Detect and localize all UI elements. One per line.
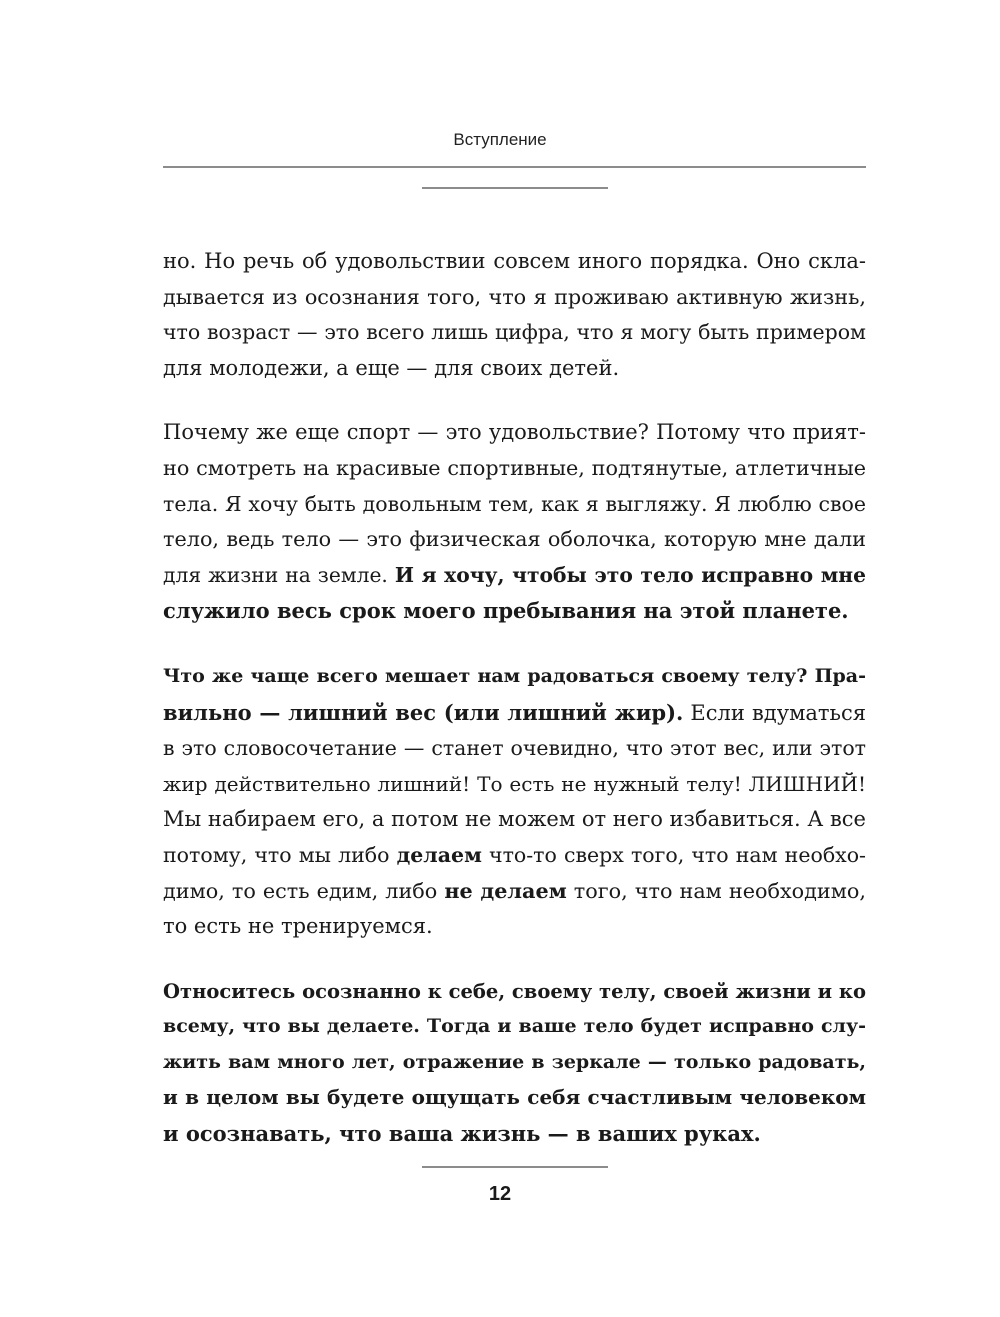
text-run: того, что нам необходимо,: [566, 878, 866, 903]
text-run-bold: и в целом вы будете ощущать себя счастливым человеком: [163, 1085, 866, 1110]
text-run: для молодежи, а еще — для своих детей.: [163, 355, 620, 380]
text-run: тела. Я хочу быть довольным тем, как я выгляжу. Я люблю свое: [163, 491, 866, 516]
text-line: [163, 1080, 866, 1116]
footer-short-rule: [422, 1166, 608, 1168]
text-run: потому, что мы либо: [163, 842, 397, 867]
running-head: Вступление: [453, 130, 547, 149]
text-line: [163, 558, 866, 594]
text-line: [163, 280, 866, 316]
text-line: [163, 351, 866, 387]
text-line: [163, 244, 866, 280]
text-line: [163, 415, 866, 451]
text-run: то есть не тренируемся.: [163, 914, 433, 939]
text-run-bold: вильно — лишний вес (или лишний жир).: [163, 699, 684, 725]
text-run: дывается из осознания того, что я проживаю активную жизнь,: [163, 284, 866, 309]
text-run-bold: всему, что вы делаете. Тогда и ваше тело будет исправно слу-: [163, 1015, 866, 1038]
text-run: что возраст — это всего лишь цифра, что я могу быть примером: [163, 320, 866, 345]
text-run: Почему же еще спорт — это удовольствие? Потому что прият-: [163, 420, 866, 445]
text-run-bold: служило весь срок моего пребывания на этой планете.: [163, 598, 849, 624]
text-run: Мы набираем его, а потом не можем от него избавиться. А все: [163, 807, 866, 832]
text-run: в это словосочетание — станет очевидно, что этот вес, или этот: [163, 736, 866, 761]
text-line: [163, 522, 866, 558]
text-line: [163, 974, 866, 1010]
paragraph: [163, 974, 866, 1153]
text-line: [163, 451, 866, 487]
text-run-bold: И я хочу, чтобы это тело исправно мне: [394, 562, 866, 587]
paragraph: [163, 659, 866, 945]
text-run-bold: Относитесь осознанно к себе, своему телу, своей жизни и ко: [163, 979, 866, 1003]
text-line: [163, 874, 866, 910]
text-line: [163, 767, 866, 803]
text-run: Если вдуматься: [683, 700, 866, 725]
text-line: [163, 731, 866, 767]
header-rule: [163, 166, 866, 168]
text-run: тело, ведь тело — это физическая оболочка, которую мне дали: [163, 527, 866, 552]
paragraph: [163, 415, 866, 630]
text-line: [163, 1045, 866, 1081]
text-line: [163, 802, 866, 838]
text-line: [163, 315, 866, 351]
header-short-rule: [422, 187, 608, 189]
text-line: [163, 838, 866, 874]
text-run: но смотреть на красивые спортивные, подтянутые, атлетичные: [163, 455, 866, 480]
text-run: димо, то есть едим, либо: [163, 878, 445, 903]
text-run: для жизни на земле.: [163, 562, 395, 587]
text-line: [163, 1009, 866, 1045]
text-run-bold: жить вам много лет, отражение в зеркале — только радовать,: [163, 1050, 866, 1073]
text-line: [163, 695, 866, 732]
text-run: но. Но речь об удовольствии совсем иного порядка. Оно скла-: [163, 249, 866, 273]
text-run: что-то сверх того, что нам необхо-: [481, 842, 866, 867]
body-text: [163, 244, 866, 1182]
text-line: [163, 909, 866, 945]
paragraph: [163, 244, 866, 386]
page-number: 12: [488, 1183, 512, 1205]
text-run-bold: Что же чаще всего мешает нам радоваться своему телу? Пра-: [163, 664, 866, 687]
text-run-bold: и осознавать, что ваша жизнь — в ваших руках.: [163, 1121, 761, 1147]
text-line: [163, 487, 866, 523]
text-line: [163, 659, 866, 695]
text-line: [163, 593, 866, 630]
text-run-bold: делаем: [396, 842, 482, 867]
text-run-bold: не делаем: [444, 878, 567, 903]
text-run: жир действительно лишний! То есть не нужный телу! ЛИШНИЙ!: [163, 771, 866, 796]
text-line: [163, 1116, 866, 1153]
